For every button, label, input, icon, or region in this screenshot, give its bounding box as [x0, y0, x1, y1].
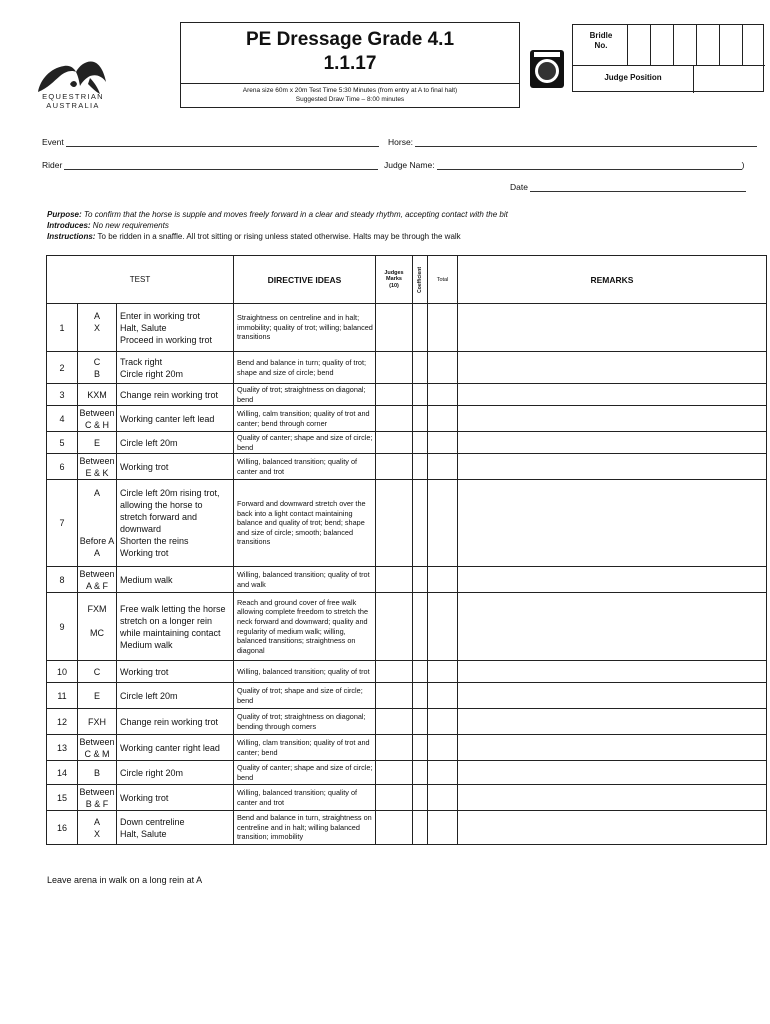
arena-marker: MC: [90, 627, 104, 638]
movement-number: 2: [47, 352, 78, 384]
movement-line: Circle left 20m: [120, 437, 178, 448]
movement-number: 3: [47, 384, 78, 406]
movement-line: Track right: [120, 356, 163, 367]
arena-marker: A: [93, 310, 100, 321]
total-cell[interactable]: [428, 406, 458, 432]
judge-name-field[interactable]: Judge Name: ): [384, 160, 745, 170]
table-row: [47, 785, 767, 811]
arena-marker: Between: [79, 568, 115, 579]
movement-description: [117, 480, 234, 567]
crest-emblem: [524, 46, 570, 92]
total-cell[interactable]: [428, 735, 458, 761]
coefficient-cell: [413, 811, 428, 845]
movement-description: [117, 567, 234, 593]
purpose-text: Purpose: To confirm that the horse is supple and moves freely forward in a clear and steady rhythm, accepting contact with the bit: [47, 210, 508, 219]
coefficient-cell: [413, 406, 428, 432]
arena-marker: FXM: [87, 603, 107, 614]
logo-text: EQUESTRIAN AUSTRALIA: [42, 92, 104, 110]
arena-marker: A & F: [85, 580, 108, 591]
movement-markers: [78, 304, 117, 352]
coefficient-header: Coefficient: [413, 256, 428, 304]
movement-line: Halt, Salute: [120, 828, 167, 839]
directive-ideas: Quality of canter; shape and size of circle; bend: [234, 432, 376, 454]
arena-marker: Between: [79, 736, 115, 747]
total-cell[interactable]: [428, 709, 458, 735]
movement-line: allowing the horse to: [120, 500, 203, 510]
arena-marker: [78, 334, 116, 346]
coefficient-cell: [413, 683, 428, 709]
movement-description: [117, 661, 234, 683]
movement-markers: [78, 480, 117, 567]
bridle-number-box: [572, 24, 764, 92]
judges-marks-cell[interactable]: [376, 661, 413, 683]
directive-ideas: Bend and balance in turn, straightness on centreline and in halt; willing balanced transition; immobility: [234, 811, 376, 845]
judges-marks-cell[interactable]: [376, 352, 413, 384]
movement-description: [117, 304, 234, 352]
coefficient-cell: [413, 454, 428, 480]
arena-marker: KXM: [87, 389, 107, 400]
arena-marker: A: [93, 816, 100, 827]
judges-marks-header: Judges Marks (10): [376, 256, 413, 304]
movement-number: 9: [47, 593, 78, 661]
arena-marker: E: [93, 690, 100, 701]
coefficient-cell: [413, 384, 428, 406]
arena-marker: [78, 511, 116, 523]
remarks-cell[interactable]: [458, 683, 767, 709]
directive-ideas: Willing, balanced transition; quality of trot: [234, 661, 376, 683]
total-cell[interactable]: [428, 785, 458, 811]
arena-marker: B: [93, 368, 100, 379]
arena-marker: C: [93, 666, 101, 677]
judges-marks-cell[interactable]: [376, 304, 413, 352]
remarks-header: REMARKS: [458, 256, 767, 304]
total-cell[interactable]: [428, 480, 458, 567]
table-row: [47, 454, 767, 480]
bridle-digit-cell[interactable]: [650, 25, 673, 65]
movement-markers: [78, 432, 117, 454]
movement-number: 14: [47, 761, 78, 785]
coefficient-cell: [413, 785, 428, 811]
movement-number: 13: [47, 735, 78, 761]
remarks-cell[interactable]: [458, 304, 767, 352]
remarks-cell[interactable]: [458, 432, 767, 454]
judges-marks-cell[interactable]: [376, 593, 413, 661]
arena-marker: A: [93, 488, 100, 498]
directive-ideas: Quality of trot; shape and size of circle; bend: [234, 683, 376, 709]
score-table: [46, 255, 767, 845]
arena-marker: FXH: [88, 716, 106, 727]
remarks-cell[interactable]: [458, 709, 767, 735]
movement-description: [117, 683, 234, 709]
table-row: [47, 811, 767, 845]
movement-number: 1: [47, 304, 78, 352]
movement-markers: [78, 567, 117, 593]
coefficient-cell: [413, 761, 428, 785]
arena-marker: C: [93, 356, 101, 367]
total-cell[interactable]: [428, 384, 458, 406]
movement-description: [117, 593, 234, 661]
table-row: [47, 709, 767, 735]
movement-line: Shorten the reins: [120, 536, 189, 546]
judges-marks-cell[interactable]: [376, 384, 413, 406]
movement-markers: [78, 661, 117, 683]
movement-line: Circle right 20m: [120, 368, 184, 379]
arena-marker: C & H: [84, 419, 109, 430]
movement-line: downward: [120, 524, 162, 534]
remarks-cell[interactable]: [458, 661, 767, 683]
movement-description: [117, 454, 234, 480]
movement-line: Working trot: [120, 461, 169, 472]
test-title-box: [180, 22, 520, 108]
judges-marks-cell[interactable]: [376, 735, 413, 761]
coefficient-cell: [413, 567, 428, 593]
table-row: [47, 567, 767, 593]
movement-markers: [78, 785, 117, 811]
judges-marks-cell[interactable]: [376, 454, 413, 480]
table-row: [47, 384, 767, 406]
table-row: [47, 304, 767, 352]
movement-markers: [78, 406, 117, 432]
movement-line: Change rein working trot: [120, 716, 219, 727]
movement-markers: [78, 454, 117, 480]
judges-marks-cell[interactable]: [376, 480, 413, 567]
directive-ideas: Reach and ground cover of free walk allowing complete freedom to stretch the neck forward and downward; quality and regularity of medium walk; willing, balanced transitions; straightness on diagonal: [234, 593, 376, 661]
movement-line: Free walk letting the horse: [120, 603, 226, 614]
movement-line: Working trot: [120, 548, 169, 558]
directive-header: DIRECTIVE IDEAS: [234, 256, 376, 304]
total-cell[interactable]: [428, 593, 458, 661]
movement-line: Circle left 20m: [120, 690, 178, 701]
coefficient-cell: [413, 352, 428, 384]
arena-info: Arena size 60m x 20m Test Time 5:30 Minutes (from entry at A to final halt) Suggested Draw Time – 8:00 minutes: [242, 87, 458, 103]
movement-line: Medium walk: [120, 639, 173, 650]
total-cell[interactable]: [428, 432, 458, 454]
total-cell[interactable]: [428, 761, 458, 785]
coefficient-cell: [413, 480, 428, 567]
total-cell[interactable]: [428, 352, 458, 384]
total-header: Total: [428, 256, 458, 304]
movement-line: stretch on a longer rein: [120, 615, 213, 626]
movement-line: Circle left 20m rising trot,: [120, 488, 220, 498]
directive-ideas: Willing, balanced transition; quality of trot and walk: [234, 567, 376, 593]
remarks-cell[interactable]: [458, 384, 767, 406]
bridle-label: Bridle No.: [589, 31, 613, 50]
arena-marker: E: [93, 437, 100, 448]
movement-line: Circle right 20m: [120, 767, 184, 778]
movement-description: [117, 811, 234, 845]
movement-description: [117, 761, 234, 785]
total-cell[interactable]: [428, 683, 458, 709]
test-header: TEST: [47, 256, 234, 304]
coefficient-cell: [413, 304, 428, 352]
remarks-cell[interactable]: [458, 761, 767, 785]
movement-line: while maintaining contact: [120, 627, 221, 638]
movement-markers: [78, 761, 117, 785]
movement-description: [117, 709, 234, 735]
table-row: [47, 661, 767, 683]
judges-marks-cell[interactable]: [376, 406, 413, 432]
movement-line: Proceed in working trot: [120, 334, 213, 345]
arena-marker: Before A: [79, 536, 115, 546]
arena-marker: Between: [79, 455, 115, 466]
directive-ideas: Quality of trot; straightness on diagonal; bend: [234, 384, 376, 406]
remarks-cell[interactable]: [458, 811, 767, 845]
directive-ideas: Willing, clam transition; quality of trot and canter; bend: [234, 735, 376, 761]
movement-markers: [78, 352, 117, 384]
directive-ideas: Quality of canter; shape and size of circle; bend: [234, 761, 376, 785]
table-row: [47, 761, 767, 785]
arena-marker: B & F: [85, 798, 109, 809]
table-row: [47, 593, 767, 661]
directive-ideas: Willing, balanced transition; quality of canter and trot: [234, 785, 376, 811]
judge-position-cell[interactable]: [693, 65, 765, 93]
total-cell[interactable]: [428, 661, 458, 683]
coefficient-cell: [413, 432, 428, 454]
test-number: 1.1.17: [323, 53, 377, 74]
movement-markers: [78, 593, 117, 661]
directive-ideas: Willing, calm transition; quality of trot and canter; bend through corner: [234, 406, 376, 432]
bridle-digit-cell[interactable]: [627, 25, 650, 65]
coefficient-cell: [413, 661, 428, 683]
event-field[interactable]: Event: [42, 137, 379, 147]
table-row: [47, 352, 767, 384]
movement-line: Enter in working trot: [120, 310, 201, 321]
arena-marker: C & M: [84, 748, 110, 759]
remarks-cell[interactable]: [458, 593, 767, 661]
movement-number: 7: [47, 480, 78, 567]
movement-line: Working canter right lead: [120, 742, 220, 753]
judges-marks-cell[interactable]: [376, 811, 413, 845]
judge-position-label: Judge Position: [604, 73, 662, 82]
total-cell[interactable]: [428, 304, 458, 352]
coefficient-cell: [413, 593, 428, 661]
arena-marker: Between: [79, 407, 115, 418]
remarks-cell[interactable]: [458, 352, 767, 384]
date-field[interactable]: Date: [510, 182, 746, 192]
rider-field[interactable]: Rider: [42, 160, 378, 170]
arena-marker: X: [93, 322, 100, 333]
arena-marker: [78, 639, 116, 651]
exit-instruction: Leave arena in walk on a long rein at A: [47, 875, 203, 885]
table-row: [47, 683, 767, 709]
directive-ideas: Quality of trot; straightness on diagonal; bending through corners: [234, 709, 376, 735]
arena-marker: [78, 499, 116, 511]
movement-description: [117, 384, 234, 406]
judges-marks-cell[interactable]: [376, 683, 413, 709]
judges-marks-cell[interactable]: [376, 761, 413, 785]
movement-line: Change rein working trot: [120, 389, 219, 400]
judges-marks-cell[interactable]: [376, 567, 413, 593]
instructions-text: Instructions: To be ridden in a snaffle. All trot sitting or rising unless stated otherwise. Halts may be through the walk: [47, 232, 461, 241]
movement-number: 12: [47, 709, 78, 735]
movement-line: Down centreline: [120, 816, 185, 827]
coefficient-cell: [413, 735, 428, 761]
total-cell[interactable]: [428, 454, 458, 480]
table-row: [47, 480, 767, 567]
movement-description: [117, 735, 234, 761]
movement-markers: [78, 735, 117, 761]
remarks-cell[interactable]: [458, 735, 767, 761]
bridle-digit-cell[interactable]: [719, 25, 742, 65]
remarks-cell[interactable]: [458, 406, 767, 432]
table-row: [47, 735, 767, 761]
movement-line: Working trot: [120, 792, 169, 803]
movement-number: 5: [47, 432, 78, 454]
table-row: [47, 406, 767, 432]
directive-ideas: Straightness on centreline and in halt; immobility; quality of trot; willing; balanced transitions: [234, 304, 376, 352]
movement-markers: [78, 384, 117, 406]
movement-number: 6: [47, 454, 78, 480]
movement-line: stretch forward and: [120, 512, 198, 522]
arena-marker: [78, 615, 116, 627]
movement-markers: [78, 709, 117, 735]
directive-ideas: Forward and downward stretch over the back into a light contact maintaining balance and quality of trot; bend; shape and size of circle; smooth; balanced transitions: [234, 480, 376, 567]
movement-line: Working trot: [120, 666, 169, 677]
movement-number: 16: [47, 811, 78, 845]
movement-line: Working canter left lead: [120, 413, 215, 424]
total-cell[interactable]: [428, 567, 458, 593]
test-title: PE Dressage Grade 4.1: [245, 29, 455, 50]
horse-field[interactable]: Horse:: [388, 137, 757, 147]
movement-line: Medium walk: [120, 574, 173, 585]
bridle-digit-cell[interactable]: [673, 25, 696, 65]
table-row: [47, 432, 767, 454]
total-cell[interactable]: [428, 811, 458, 845]
movement-markers: [78, 811, 117, 845]
movement-number: 10: [47, 661, 78, 683]
arena-marker: [78, 523, 116, 535]
judges-marks-cell[interactable]: [376, 709, 413, 735]
remarks-cell[interactable]: [458, 785, 767, 811]
remarks-cell[interactable]: [458, 454, 767, 480]
movement-number: 11: [47, 683, 78, 709]
arena-marker: B: [93, 767, 100, 778]
movement-line: Halt, Salute: [120, 322, 167, 333]
introduces-text: Introduces: No new requirements: [47, 221, 169, 230]
movement-number: 15: [47, 785, 78, 811]
judges-marks-cell[interactable]: [376, 785, 413, 811]
movement-description: [117, 785, 234, 811]
bridle-digit-cell[interactable]: [742, 25, 765, 65]
movement-description: [117, 432, 234, 454]
movement-description: [117, 406, 234, 432]
bridle-digit-cell[interactable]: [696, 25, 719, 65]
arena-marker: X: [93, 828, 100, 839]
remarks-cell[interactable]: [458, 480, 767, 567]
remarks-cell[interactable]: [458, 567, 767, 593]
directive-ideas: Willing, balanced transition; quality of canter and trot: [234, 454, 376, 480]
movement-description: [117, 352, 234, 384]
directive-ideas: Bend and balance in turn; quality of trot; shape and size of circle; bend: [234, 352, 376, 384]
movement-number: 4: [47, 406, 78, 432]
coefficient-cell: [413, 709, 428, 735]
movement-markers: [78, 683, 117, 709]
arena-marker: Between: [79, 786, 115, 797]
arena-marker: E & K: [85, 467, 109, 478]
movement-number: 8: [47, 567, 78, 593]
arena-marker: A: [93, 548, 100, 558]
judges-marks-cell[interactable]: [376, 432, 413, 454]
